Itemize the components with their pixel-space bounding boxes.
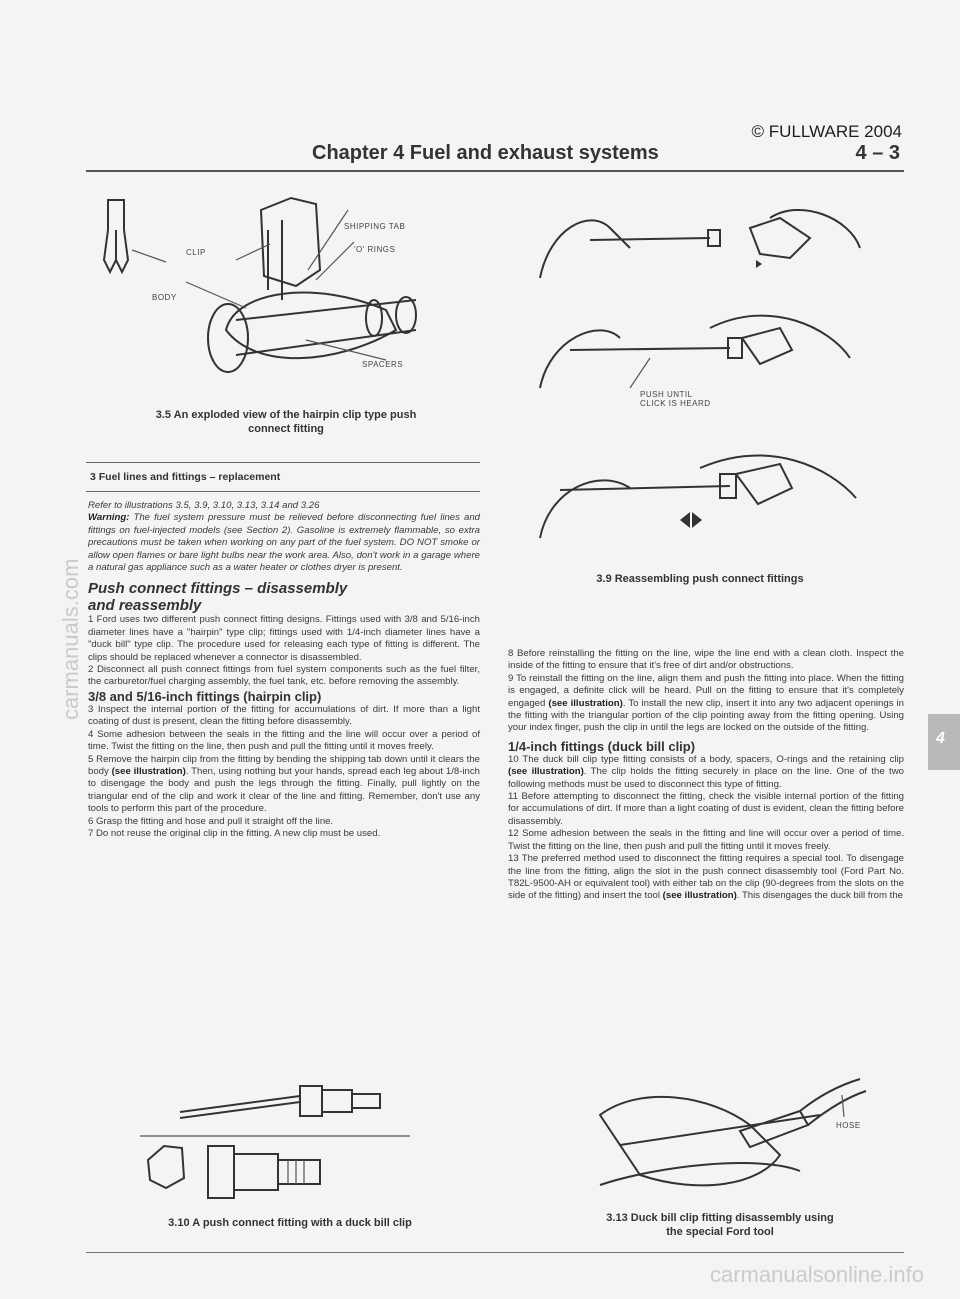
label-push-until [640,390,711,408]
caption-line: the special Ford tool [666,1226,774,1238]
figure-caption [86,408,486,436]
paragraph-4: 4 Some adhesion between the seals in the fitting and the line will occur over a period of time. Twist the fitting on the line, then push and pull the fitting until it moves freely. [88,728,480,753]
paragraph-11: 11 Before attempting to disconnect the fitting, check the visible internal portion of the fitting for accumulations of dirt. If more than a light coating of dust is evident, clean the fitting before disassembly. [508,791,904,827]
refer-text: Refer to illustrations 3.5, 3.9, 3.10, 3.13, 3.14 and 3.26 [88,500,320,511]
label-hose: HOSE [836,1121,861,1130]
label-shipping-tab: SHIPPING TAB [344,222,406,231]
label-spacers: SPACERS [362,360,404,369]
paragraph-1: 1 Ford uses two different push connect fitting designs. Fittings used with 3/8 and 5/16-inch diameter lines have a "hairpin" type clip; fittings used with 1/4-inch diameter lines have a "duck bill" type clip. The procedure used for releasing each type of fitting is different. The clips should be replaced whenever a connector is disassembled. [88,614,480,663]
heading-duck-bill: 1/4-inch fittings (duck bill clip) [508,738,696,754]
caption-line: connect fitting [248,423,324,435]
hairpin-clip-illustration [86,190,486,390]
warning-text: The fuel system pressure must be relieved before disconnecting fuel lines and fittings on fuel-injected models (see Section 2). Gasoline is extremely flammable, so extra precautions must be taken when working on any part of the fuel system. DO NOT smoke or allow open flames or bare light bulbs near the work area. Also, don't work in a garage where a natural gas appliance such as a water heater or clothes dryer is present. [88,512,480,574]
caption-line: 3.13 Duck bill clip fitting disassembly using [606,1212,834,1224]
figure-caption: 3.9 Reassembling push connect fittings [596,573,804,585]
left-column [88,500,480,840]
label-body: BODY [152,293,177,302]
warning-label: Warning: [88,512,130,524]
copyright-text: © FULLWARE 2004 [751,122,902,141]
chapter-title: Chapter 4 Fuel and exhaust systems [312,142,659,164]
chapter-tab-number: 4 [936,730,945,747]
section-title: 3 Fuel lines and fittings – replacement [90,471,281,483]
paragraph-8: 8 Before reinstalling the fitting on the line, wipe the line end with a clean cloth. Inspect the inside of the fitting to ensure that it's free of dirt and/or obstructions. [508,648,904,672]
illustration-ref: (see illustration) [548,697,623,709]
warning-paragraph [88,512,480,574]
side-watermark: carmanuals.com [58,558,83,720]
paragraph-7: 7 Do not reuse the original clip in the fitting. A new clip must be used. [88,827,381,839]
figure-3-13 [560,1075,880,1245]
figure-caption: 3.10 A push connect fitting with a duck bill clip [168,1217,412,1229]
text-run: . This disengages the duck bill from the [736,890,903,902]
footer-rule [86,1252,904,1253]
paragraph-9 [508,673,904,735]
label-line: CLICK IS HEARD [640,399,711,408]
bottom-watermark: carmanualsonline.info [709,1262,924,1287]
text-run: 9 To reinstall the fitting on the line, align them and push the fitting into place. When the fitting is engaged, a definite click will be heard. Pull on the fitting to ensure that it's completely engaged [508,672,904,709]
duck-bill-disassembly-illustration [560,1075,880,1205]
reassembling-illustration [530,188,870,568]
text-run: . The clip holds the fitting securely in place on the line. One of the two following methods must be used to disconnect this type of fitting. [508,766,904,790]
section-rule-top [86,462,480,463]
paragraph-5 [88,754,480,816]
heading-line: and reassembly [88,597,202,615]
label-clip: CLIP [186,248,206,257]
header-rule [86,170,904,172]
text-run: 5 Remove the hairpin clip from the fitting by bending the shipping tab down until it clears the body [88,753,480,777]
paragraph-12: 12 Some adhesion between the seals in the fitting and line will occur over a period of time. Twist the fitting on the line, then push and pull the fitting until it moves freely. [508,828,904,852]
heading-hairpin: 3/8 and 5/16-inch fittings (hairpin clip) [88,688,322,704]
illustration-ref: (see illustration) [111,765,186,777]
page-number: 4 – 3 [855,142,900,164]
text-run: 13 The preferred method used to disconnect the fitting requires a special tool. To disengage the line from the fitting, align the slot in the push connect disassembly tool (Ford Part No. T82L-9500-AH or equivalent tool) with either tab on the clip (90-degrees from the slots on the side of the fitting) and insert the tool [508,853,904,902]
text-run: . To install the new clip, insert it into any two adjacent openings in the fitting with the triangular portion of the clip pointing away from the fitting opening. Using your index finger, push the clip in until the legs are locked on the outside of the fitting. [508,697,904,734]
chapter-tab [928,714,960,770]
paragraph-2: 2 Disconnect all push connect fittings from fuel system components such as the fuel filter, the carburetor/fuel charging assembly, the fuel tank, etc. before removing the assembly. [88,664,480,688]
heading-line: Push connect fittings – disassembly [88,580,348,598]
paragraph-6: 6 Grasp the fitting and hose and pull it straight off the line. [88,815,334,827]
paragraph-13 [508,853,904,903]
duck-bill-fitting-illustration [120,1080,460,1210]
illustration-ref: (see illustration) [508,766,584,778]
figure-3-10 [120,1080,460,1240]
figure-3-9 [530,188,870,598]
right-column [508,648,904,903]
illustration-ref: (see illustration) [662,890,737,902]
text-run: . Then, using nothing but your hands, spread each leg about 1/8-inch to disengage the body and push the legs through the fitting. Finally, pull lightly on the triangular end of the clip and work it clear of the line and fitting. Remember, don't use any tools to perform this part of the procedure. [88,765,480,815]
caption-line: 3.5 An exploded view of the hairpin clip type push [155,409,417,421]
label-line: PUSH UNTIL [640,390,693,399]
text-run: 10 The duck bill clip type fitting consists of a body, spacers, O-rings and the retaining clip [508,753,904,765]
section-rule-bottom [86,491,480,492]
figure-3-5 [86,190,486,440]
paragraph-10 [508,754,904,791]
figure-caption [560,1211,880,1239]
label-o-rings: 'O' RINGS [354,245,396,254]
paragraph-3: 3 Inspect the internal portion of the fitting for accumulations of dirt. If more than a light coating of dust is present, clean the fitting before disassembly. [88,703,480,728]
heading-push-connect [88,580,480,614]
